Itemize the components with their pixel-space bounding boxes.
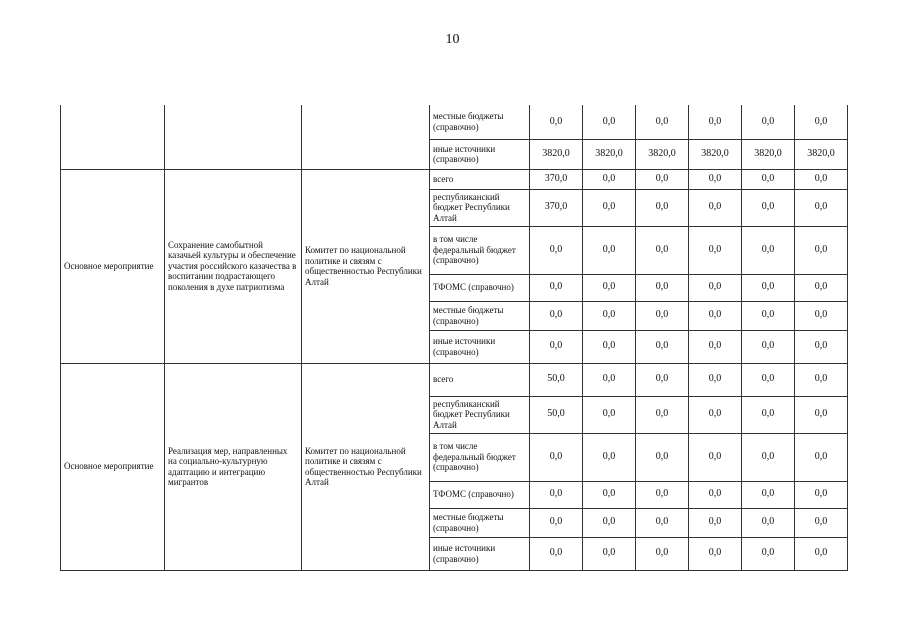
event-name-cell: Сохранение самобытной казачьей культуры и обеспечение участия российского казачества в воспитании подрастающего поколения в духе патриотизма <box>165 169 302 363</box>
value-cell: 0,0 <box>636 537 689 570</box>
value-cell: 0,0 <box>530 508 583 537</box>
value-cell: 0,0 <box>689 508 742 537</box>
value-cell: 0,0 <box>583 433 636 481</box>
value-cell: 0,0 <box>583 363 636 396</box>
table-row <box>61 105 848 139</box>
value-cell: 0,0 <box>636 274 689 301</box>
source-cell: иные источники (справочно) <box>430 330 530 363</box>
event-name-cell: Реализация мер, направленных на социально-культурную адаптацию и интеграцию мигрантов <box>165 363 302 570</box>
value-cell: 0,0 <box>795 301 848 330</box>
value-cell: 3820,0 <box>530 139 583 169</box>
source-cell: ТФОМС (справочно) <box>430 481 530 508</box>
executor-cell <box>302 105 430 169</box>
value-cell: 0,0 <box>530 301 583 330</box>
value-cell: 0,0 <box>742 274 795 301</box>
value-cell: 0,0 <box>636 481 689 508</box>
value-cell: 0,0 <box>689 274 742 301</box>
source-cell: иные источники (справочно) <box>430 139 530 169</box>
value-cell: 0,0 <box>689 330 742 363</box>
executor-cell: Комитет по национальной политике и связям с общественностью Республики Алтай <box>302 363 430 570</box>
value-cell: 0,0 <box>689 301 742 330</box>
table-row <box>61 169 848 189</box>
value-cell: 0,0 <box>583 105 636 139</box>
value-cell: 0,0 <box>795 226 848 274</box>
value-cell: 0,0 <box>795 433 848 481</box>
value-cell: 0,0 <box>530 330 583 363</box>
name-cell <box>165 105 302 169</box>
value-cell: 0,0 <box>583 537 636 570</box>
value-cell: 0,0 <box>530 274 583 301</box>
source-cell: местные бюджеты (справочно) <box>430 301 530 330</box>
value-cell: 0,0 <box>795 537 848 570</box>
value-cell: 0,0 <box>583 508 636 537</box>
value-cell: 0,0 <box>636 508 689 537</box>
value-cell: 0,0 <box>636 169 689 189</box>
value-cell: 0,0 <box>583 274 636 301</box>
value-cell: 3820,0 <box>795 139 848 169</box>
value-cell: 0,0 <box>583 481 636 508</box>
value-cell: 0,0 <box>742 481 795 508</box>
value-cell: 0,0 <box>583 301 636 330</box>
value-cell: 3820,0 <box>583 139 636 169</box>
value-cell: 0,0 <box>636 363 689 396</box>
source-cell: всего <box>430 169 530 189</box>
value-cell: 0,0 <box>742 226 795 274</box>
source-cell: в том числе федеральный бюджет (справочно) <box>430 226 530 274</box>
value-cell: 0,0 <box>583 226 636 274</box>
value-cell: 0,0 <box>583 396 636 433</box>
source-cell: иные источники (справочно) <box>430 537 530 570</box>
value-cell: 0,0 <box>742 537 795 570</box>
value-cell: 0,0 <box>689 363 742 396</box>
source-cell: местные бюджеты (справочно) <box>430 105 530 139</box>
source-cell: республиканский бюджет Республики Алтай <box>430 189 530 226</box>
value-cell: 0,0 <box>636 330 689 363</box>
page-number: 10 <box>445 32 460 47</box>
value-cell: 3820,0 <box>636 139 689 169</box>
value-cell: 0,0 <box>530 105 583 139</box>
source-cell: всего <box>430 363 530 396</box>
value-cell: 370,0 <box>530 189 583 226</box>
value-cell: 0,0 <box>742 330 795 363</box>
value-cell: 0,0 <box>795 508 848 537</box>
value-cell: 0,0 <box>795 274 848 301</box>
value-cell: 0,0 <box>742 396 795 433</box>
value-cell: 0,0 <box>530 433 583 481</box>
value-cell: 0,0 <box>795 481 848 508</box>
value-cell: 0,0 <box>742 433 795 481</box>
value-cell: 0,0 <box>689 433 742 481</box>
value-cell: 0,0 <box>689 396 742 433</box>
value-cell: 0,0 <box>795 363 848 396</box>
value-cell: 0,0 <box>795 169 848 189</box>
value-cell: 3820,0 <box>742 139 795 169</box>
value-cell: 0,0 <box>742 105 795 139</box>
executor-cell: Комитет по национальной политике и связям с общественностью Республики Алтай <box>302 169 430 363</box>
value-cell: 0,0 <box>742 301 795 330</box>
value-cell: 0,0 <box>530 226 583 274</box>
table-body <box>61 105 848 570</box>
value-cell: 0,0 <box>636 433 689 481</box>
value-cell: 50,0 <box>530 396 583 433</box>
value-cell: 0,0 <box>742 169 795 189</box>
value-cell: 0,0 <box>742 363 795 396</box>
value-cell: 3820,0 <box>689 139 742 169</box>
value-cell: 0,0 <box>636 396 689 433</box>
value-cell: 0,0 <box>689 169 742 189</box>
value-cell: 0,0 <box>795 105 848 139</box>
value-cell: 0,0 <box>583 330 636 363</box>
value-cell: 0,0 <box>689 189 742 226</box>
value-cell: 0,0 <box>795 396 848 433</box>
table-row <box>61 363 848 396</box>
value-cell: 0,0 <box>636 226 689 274</box>
value-cell: 0,0 <box>583 169 636 189</box>
source-cell: местные бюджеты (справочно) <box>430 508 530 537</box>
source-cell: ТФОМС (справочно) <box>430 274 530 301</box>
value-cell: 0,0 <box>636 105 689 139</box>
budget-table <box>60 105 848 571</box>
value-cell: 0,0 <box>583 189 636 226</box>
value-cell: 0,0 <box>742 508 795 537</box>
value-cell: 0,0 <box>530 537 583 570</box>
kind-cell: Основное мероприятие <box>61 169 165 363</box>
value-cell: 0,0 <box>742 189 795 226</box>
kind-cell: Основное мероприятие <box>61 363 165 570</box>
value-cell: 50,0 <box>530 363 583 396</box>
value-cell: 0,0 <box>530 481 583 508</box>
value-cell: 0,0 <box>636 301 689 330</box>
value-cell: 0,0 <box>689 226 742 274</box>
value-cell: 0,0 <box>636 189 689 226</box>
value-cell: 0,0 <box>689 537 742 570</box>
kind-cell <box>61 105 165 169</box>
value-cell: 0,0 <box>689 481 742 508</box>
value-cell: 0,0 <box>795 189 848 226</box>
source-cell: в том числе федеральный бюджет (справочно) <box>430 433 530 481</box>
value-cell: 370,0 <box>530 169 583 189</box>
value-cell: 0,0 <box>689 105 742 139</box>
source-cell: республиканский бюджет Республики Алтай <box>430 396 530 433</box>
value-cell: 0,0 <box>795 330 848 363</box>
